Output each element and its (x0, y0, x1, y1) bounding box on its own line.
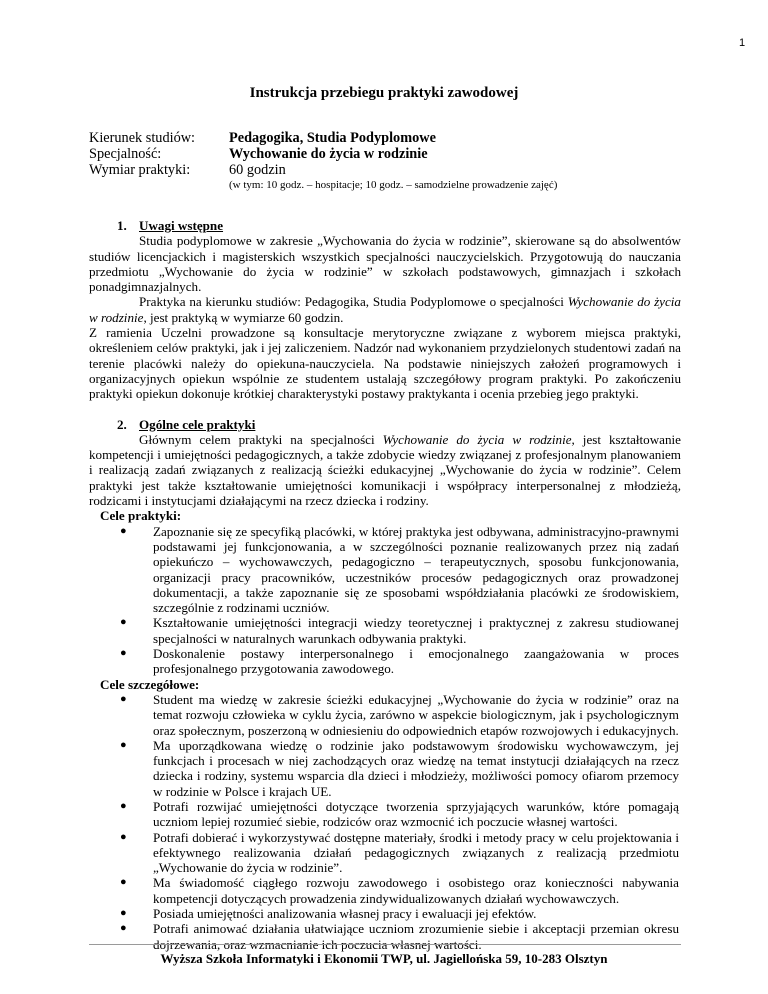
bullet-icon: ● (120, 922, 127, 935)
bullet-icon: ● (120, 830, 127, 843)
section-1-paragraph: Praktyka na kierunku studiów: Pedagogika, Studia Podyplomowe o specjalności Wychowanie do życia w rodzinie, jest praktyką w wymiarze 60 godzin. (89, 294, 681, 325)
meta-value-specjalnosc: Wychowanie do życia w rodzinie (229, 146, 428, 162)
list-item: ● Kształtowanie umiejętności integracji wiedzy teoretycznej i praktycznej z zakresu studiowanej specjalności w naturalnych warunkach odbywania praktyki. (120, 615, 679, 646)
list-item: ● Ma uporządkowana wiedzę o rodzinie jako podstawowym środowisku wychowawczym, jej funkcjach i procesach w niej zachodzących oraz wiedzę na temat instytucji działających na rzecz dziecka i rodziny, systemu wsparcia dla dzieci i młodzieży, możliwości pomocy ofiarom przemocy w rodzinie w Polsce i krajach UE. (120, 737, 679, 799)
document-body (89, 218, 681, 952)
meta-label-kierunek: Kierunek studiów: (89, 130, 196, 146)
page-number: 1 (739, 37, 746, 49)
detailed-goals-list (89, 692, 681, 952)
footer-address: Wyższa Szkoła Informatyki i Ekonomii TWP, ul. Jagiellońska 59, 10-283 Olsztyn (160, 951, 608, 966)
footer-divider (89, 944, 681, 945)
section-2-paragraph: Głównym celem praktyki na specjalności Wychowanie do życia w rodzinie, jest kształtowanie kompetencji i umiejętności pedagogicznych, a także zdobycie wiedzy związanej z profesjonalnym planowaniem i realizacją zadań związanych z realizacją ścieżki edukacyjnej „Wychowanie do życia w rodzinie”. Celem praktyki jest także kształtowanie umiejętności komunikacji i współpracy interpersonalnej z młodzieżą, rodzicami i instytucjami działającymi na rzecz dziecka i rodziny. (89, 431, 681, 509)
section-2-number: 2. (117, 416, 127, 432)
section-1-title: Uwagi wstępne (139, 218, 224, 233)
bullet-icon: ● (120, 799, 127, 812)
list-item: ● Student ma wiedzę w zakresie ścieżki edukacyjnej „Wychowanie do życia w rodzinie” oraz na temat rozwoju człowieka w cyklu życia, zarówno w aspekcie biologicznym, jak i psychologicznym oraz społecznym, poszerzoną w odniesieniu do odpowiednich etapów rozwojowych i edukacyjnych. (120, 691, 679, 738)
section-2-title: Ogólne cele praktyki (139, 416, 256, 432)
bullet-icon: ● (120, 616, 127, 629)
list-item: ● Zapoznanie się ze specyfiką placówki, w której praktyka jest odbywana, administracyjno-prawnymi podstawami jej funkcjonowania, a w szczególności poznanie realizowanych przez nią zadań opiekuńczo – wychowawczych, pedagogiczno – terapeutycznych, sposobu funkcjonowania, organizacji pracy pracowników, uczestników procesów pedagogicznych oraz prowadzonej dokumentacji, a także zapoznanie się ze sposobami współdziałania placówki ze środowiskiem, szczególnie z rodzinami uczniów. (120, 523, 679, 616)
list-item: ● Potrafi rozwijać umiejętności dotyczące tworzenia sprzyjających warunków, które pomagają uczniom lepiej rozumieć siebie, rodziców oraz wzmocnić ich poczucie własnej wartości. (120, 798, 679, 830)
bullet-icon: ● (120, 738, 127, 751)
detailed-goals-heading: Cele szczegółowe: (100, 676, 200, 692)
meta-label-wymiar: Wymiar praktyki: (89, 162, 191, 178)
goals-heading: Cele praktyki: (100, 508, 182, 524)
section-1-paragraph: Z ramienia Uczelni prowadzone są konsultacje merytoryczne związane z wyborem miejsca praktyki, określeniem celów praktyki, jak i jej zaliczeniem. Nadzór nad wykonaniem przydzielonych studentowi zadań na terenie placówki należy do opiekuna-nauczyciela. Na podstawie niniejszych założeń programowych i organizacyjnych opiekun wspólnie ze studentem ustalają szczegółowy program praktyki. Po zakończeniu praktyki opiekun dokonuje krótkiej charakterystyki postawy praktykanta i ocenia przebieg jego praktyki. (89, 325, 681, 402)
bullet-icon: ● (120, 907, 127, 920)
meta-value-wymiar: 60 godzin (229, 162, 286, 178)
bullet-icon: ● (120, 524, 127, 537)
section-1-paragraph: Studia podyplomowe w zakresie „Wychowania do życia w rodzinie”, skierowane są do absolwentów studiów licencjackich i magisterskich wszystkich specjalności nauczycielskich. Przygotowują do nauczania przedmiotu „Wychowanie do życia w rodzinie” w szkołach podstawowych, gimnazjach i szkołach ponadgimnazjalnych. (89, 233, 681, 295)
bullet-icon: ● (120, 692, 127, 705)
bullet-icon: ● (120, 647, 127, 660)
section-2 (89, 417, 681, 952)
bullet-icon: ● (120, 876, 127, 889)
goals-list (89, 524, 681, 677)
meta-value-kierunek: Pedagogika, Studia Podyplomowe (229, 130, 436, 146)
list-item: ● Ma świadomość ciągłego rozwoju zawodowego i osobistego oraz konieczności nabywania kompetencji dotyczących prowadzenia zindywidualizowanych działań wychowawczych. (120, 875, 679, 906)
hours-note: (w tym: 10 godz. – hospitacje; 10 godz. – samodzielne prowadzenie zajęć) (229, 179, 558, 191)
list-item: ● Potrafi animować działania ułatwiające uczniom zrozumienie siebie i akceptacji przemian okresu dojrzewania, oraz wzmacnianie ich poczucia własnej wartości. (120, 921, 679, 952)
list-item: ● Doskonalenie postawy interpersonalnego i emocjonalnego zaangażowania w proces profesjonalnego przygotowania zawodowego. (120, 646, 679, 677)
meta-label-specjalnosc: Specjalność: (89, 146, 162, 162)
document-title: Instrukcja przebiegu praktyki zawodowej (249, 85, 519, 101)
section-1 (89, 218, 681, 402)
section-1-number: 1. (117, 218, 127, 233)
list-item: ● Posiada umiejętności analizowania własnej pracy i ewaluacji jej efektów. (120, 906, 537, 922)
list-item: ● Potrafi dobierać i wykorzystywać dostępne materiały, środki i metody pracy w celu projektowania i efektywnego realizowania działań pedagogicznych związanych z realizacją przedmiotu „Wychowanie do życia w rodzinie”. (120, 829, 679, 876)
